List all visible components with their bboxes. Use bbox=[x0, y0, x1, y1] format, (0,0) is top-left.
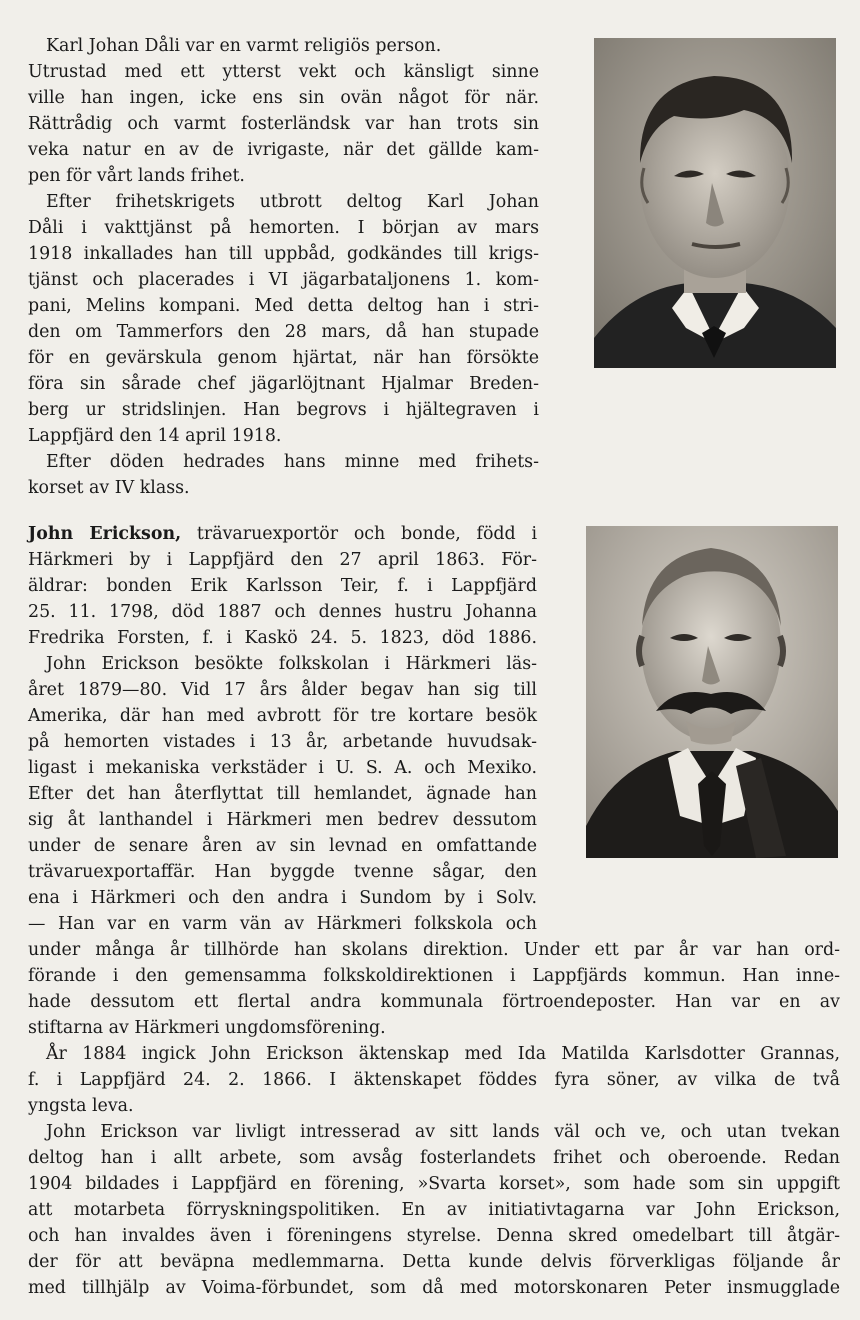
text-line: på hemorten vistades i 13 år, arbetande huvudsak- bbox=[28, 732, 537, 752]
portrait-john-illustration bbox=[586, 526, 838, 858]
text-line: för en gevärskula genom hjärtat, när han försökte bbox=[28, 348, 539, 368]
portrait-karl-illustration bbox=[594, 38, 836, 368]
text-line: pani, Melins kompani. Med detta deltog han i stri- bbox=[28, 296, 539, 316]
text-line: ligast i mekaniska verkstäder i U. S. A. och Mexiko. bbox=[28, 758, 537, 778]
text-line: pen för vårt lands frihet. bbox=[28, 166, 245, 186]
text-line: veka natur en av de ivrigaste, när det gällde kam- bbox=[28, 140, 539, 160]
text-line: stiftarna av Härkmeri ungdomsförening. bbox=[28, 1018, 386, 1038]
text-line: korset av IV klass. bbox=[28, 478, 190, 498]
text-line: året 1879—80. Vid 17 års ålder begav han sig till bbox=[28, 680, 537, 700]
entry-first-line: trävaruexportör och bonde, född i bbox=[196, 524, 538, 544]
text-line: under många år tillhörde han skolans direktion. Under ett par år var han ord- bbox=[28, 940, 840, 960]
text-line: 1904 bildades i Lappfjärd en förening, »Svarta korset», som hade som sin uppgift bbox=[28, 1174, 840, 1194]
text-line: John Erickson var livligt intresserad av sitt lands väl och ve, och utan tvekan bbox=[46, 1122, 840, 1142]
text-line: Amerika, där han med avbrott för tre kortare besök bbox=[28, 706, 537, 726]
text-line: föra sin sårade chef jägarlöjtnant Hjalmar Breden- bbox=[28, 374, 539, 394]
text-line: Efter det han återflyttat till hemlandet, ägnade han bbox=[28, 784, 537, 804]
text-line: Dåli i vakttjänst på hemorten. I början av mars bbox=[28, 218, 539, 238]
text-line: Fredrika Forsten, f. i Kaskö 24. 5. 1823, död 1886. bbox=[28, 628, 537, 648]
text-line: äldrar: bonden Erik Karlsson Teir, f. i Lappfjärd bbox=[28, 576, 537, 596]
text-line: berg ur stridslinjen. Han begrovs i hjältegraven i bbox=[28, 400, 539, 420]
text-line: deltog han i allt arbete, som avsåg fosterlandets frihet och oberoende. Redan bbox=[28, 1148, 840, 1168]
text-line: under de senare åren av sin levnad en omfattande bbox=[28, 836, 537, 856]
text-line: Efter döden hedrades hans minne med frihets- bbox=[46, 452, 539, 472]
text-line: Härkmeri by i Lappfjärd den 27 april 1863. För- bbox=[28, 550, 537, 570]
text-line: Efter frihetskrigets utbrott deltog Karl Johan bbox=[46, 192, 539, 212]
text-line: med tillhjälp av Voima-förbundet, som då med motorskonaren Peter insmugglade bbox=[28, 1278, 840, 1298]
text-line: Karl Johan Dåli var en varmt religiös person. bbox=[46, 36, 442, 56]
portrait-john-erickson bbox=[586, 526, 838, 858]
text-line: Utrustad med ett ytterst vekt och känsligt sinne bbox=[28, 62, 539, 82]
text-line: f. i Lappfjärd 24. 2. 1866. I äktenskapet föddes fyra söner, av vilka de två bbox=[28, 1070, 840, 1090]
text-line: Lappfjärd den 14 april 1918. bbox=[28, 426, 282, 446]
text-line: den om Tammerfors den 28 mars, då han stupade bbox=[28, 322, 539, 342]
text-line: sig åt lanthandel i Härkmeri men bedrev dessutom bbox=[28, 810, 537, 830]
text-line: att motarbeta förryskningspolitiken. En av initiativtagarna var John Erickson, bbox=[28, 1200, 840, 1220]
text-line: John Erickson besökte folkskolan i Härkmeri läs- bbox=[46, 654, 537, 674]
text-line: 25. 11. 1798, död 1887 och dennes hustru Johanna bbox=[28, 602, 537, 622]
text-line: — Han var en varm vän av Härkmeri folkskola och bbox=[28, 914, 537, 934]
text-line: trävaruexportaffär. Han byggde tvenne sågar, den bbox=[28, 862, 537, 882]
text-line: der för att beväpna medlemmarna. Detta kunde delvis förverkligas följande år bbox=[28, 1252, 840, 1272]
entry-name: John Erickson, bbox=[28, 524, 182, 544]
text-line: ena i Härkmeri och den andra i Sundom by i Solv. bbox=[28, 888, 537, 908]
text-line: förande i den gemensamma folkskoldirektionen i Lappfjärds kommun. Han inne- bbox=[28, 966, 840, 986]
portrait-karl-johan-dali bbox=[594, 38, 836, 368]
text-line: Rättrådig och varmt fosterländsk var han trots sin bbox=[28, 114, 539, 134]
text-line: År 1884 ingick John Erickson äktenskap med Ida Matilda Karlsdotter Grannas, bbox=[46, 1044, 840, 1064]
text-line: och han invaldes även i föreningens styrelse. Denna skred omedelbart till åtgär- bbox=[28, 1226, 840, 1246]
text-line: ville han ingen, icke ens sin ovän något för när. bbox=[28, 88, 539, 108]
entry-heading-line bbox=[28, 521, 537, 547]
text-line: hade dessutom ett flertal andra kommunala förtroendeposter. Han var en av bbox=[28, 992, 840, 1012]
text-line: 1918 inkallades han till uppbåd, godkändes till krigs- bbox=[28, 244, 539, 264]
text-line: yngsta leva. bbox=[28, 1096, 134, 1116]
text-line: tjänst och placerades i VI jägarbataljonens 1. kom- bbox=[28, 270, 539, 290]
